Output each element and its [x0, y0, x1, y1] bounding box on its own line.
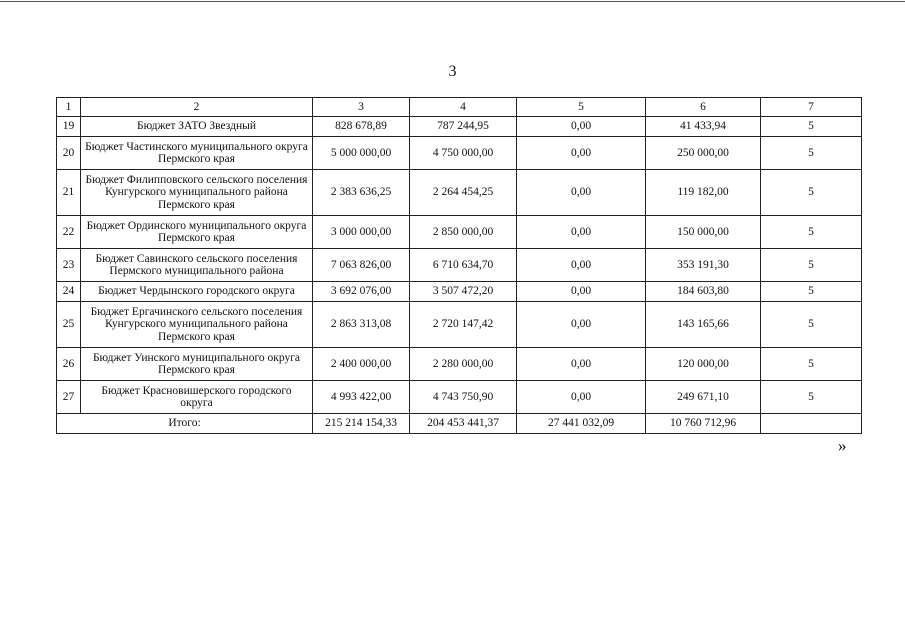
col4-value-cell: 2 720 147,42: [410, 302, 517, 348]
budget-name-cell: Бюджет Савинского сельского поселения Пермского муниципального района: [81, 249, 313, 282]
col3-value-cell: 2 383 636,25: [313, 170, 410, 216]
col6-value-cell: 184 603,80: [646, 282, 761, 302]
col3-value-cell: 2 400 000,00: [313, 348, 410, 381]
header-cell: 4: [410, 98, 517, 117]
col4-value-cell: 4 750 000,00: [410, 137, 517, 170]
table-row: [57, 117, 862, 137]
budget-name-cell: Бюджет Чердынского городского округа: [81, 282, 313, 302]
scan-edge-line: [0, 1, 905, 2]
col3-value-cell: 5 000 000,00: [313, 137, 410, 170]
col5-value-cell: 0,00: [517, 170, 646, 216]
col5-value-cell: 0,00: [517, 216, 646, 249]
col3-value-cell: 4 993 422,00: [313, 381, 410, 414]
header-cell: 7: [761, 98, 862, 117]
row-number-cell: 24: [57, 282, 81, 302]
col6-value-cell: 150 000,00: [646, 216, 761, 249]
table-row: [57, 137, 862, 170]
budget-name-cell: Бюджет Ергачинского сельского поселения Кунгурского муниципального района Пермского края: [81, 302, 313, 348]
table-row: [57, 249, 862, 282]
col3-value-cell: 828 678,89: [313, 117, 410, 137]
col3-value-cell: 3 000 000,00: [313, 216, 410, 249]
row-number-cell: 26: [57, 348, 81, 381]
total-c3-cell: 215 214 154,33: [313, 414, 410, 434]
table-row: [57, 170, 862, 216]
col4-value-cell: 2 264 454,25: [410, 170, 517, 216]
col7-value-cell: 5: [761, 302, 862, 348]
page-number: 3: [448, 63, 457, 80]
col6-value-cell: 41 433,94: [646, 117, 761, 137]
total-c4-cell: 204 453 441,37: [410, 414, 517, 434]
col6-value-cell: 353 191,30: [646, 249, 761, 282]
col6-value-cell: 143 165,66: [646, 302, 761, 348]
col5-value-cell: 0,00: [517, 137, 646, 170]
col5-value-cell: 0,00: [517, 302, 646, 348]
row-number-cell: 21: [57, 170, 81, 216]
table-row: [57, 348, 862, 381]
col7-value-cell: 5: [761, 249, 862, 282]
col7-value-cell: 5: [761, 216, 862, 249]
total-label-cell: Итого:: [57, 414, 313, 434]
col5-value-cell: 0,00: [517, 381, 646, 414]
total-c6-cell: 10 760 712,96: [646, 414, 761, 434]
row-number-cell: 25: [57, 302, 81, 348]
col7-value-cell: 5: [761, 381, 862, 414]
col6-value-cell: 119 182,00: [646, 170, 761, 216]
col6-value-cell: 120 000,00: [646, 348, 761, 381]
header-cell: 3: [313, 98, 410, 117]
total-c7-cell: [761, 414, 862, 434]
budget-table: [56, 97, 862, 434]
table-header-row: [57, 98, 862, 117]
col4-value-cell: 6 710 634,70: [410, 249, 517, 282]
col7-value-cell: 5: [761, 348, 862, 381]
col6-value-cell: 250 000,00: [646, 137, 761, 170]
row-number-cell: 22: [57, 216, 81, 249]
total-row: [57, 414, 862, 434]
table-row: [57, 381, 862, 414]
col3-value-cell: 3 692 076,00: [313, 282, 410, 302]
col3-value-cell: 7 063 826,00: [313, 249, 410, 282]
col4-value-cell: 787 244,95: [410, 117, 517, 137]
budget-name-cell: Бюджет Частинского муниципального округа Пермского края: [81, 137, 313, 170]
row-number-cell: 19: [57, 117, 81, 137]
col5-value-cell: 0,00: [517, 282, 646, 302]
col4-value-cell: 2 850 000,00: [410, 216, 517, 249]
budget-name-cell: Бюджет Уинского муниципального округа Пермского края: [81, 348, 313, 381]
col7-value-cell: 5: [761, 170, 862, 216]
budget-name-cell: Бюджет Красновишерского городского округа: [81, 381, 313, 414]
budget-name-cell: Бюджет ЗАТО Звездный: [81, 117, 313, 137]
header-cell: 6: [646, 98, 761, 117]
col4-value-cell: 2 280 000,00: [410, 348, 517, 381]
col3-value-cell: 2 863 313,08: [313, 302, 410, 348]
col5-value-cell: 0,00: [517, 249, 646, 282]
row-number-cell: 23: [57, 249, 81, 282]
closing-quote-mark: »: [838, 436, 847, 455]
header-cell: 1: [57, 98, 81, 117]
header-cell: 5: [517, 98, 646, 117]
header-cell: 2: [81, 98, 313, 117]
col7-value-cell: 5: [761, 117, 862, 137]
row-number-cell: 20: [57, 137, 81, 170]
table-row: [57, 282, 862, 302]
col6-value-cell: 249 671,10: [646, 381, 761, 414]
col4-value-cell: 3 507 472,20: [410, 282, 517, 302]
col4-value-cell: 4 743 750,90: [410, 381, 517, 414]
col5-value-cell: 0,00: [517, 348, 646, 381]
budget-name-cell: Бюджет Филипповского сельского поселения Кунгурского муниципального района Пермского края: [81, 170, 313, 216]
table-row: [57, 302, 862, 348]
col7-value-cell: 5: [761, 282, 862, 302]
total-c5-cell: 27 441 032,09: [517, 414, 646, 434]
col5-value-cell: 0,00: [517, 117, 646, 137]
col7-value-cell: 5: [761, 137, 862, 170]
row-number-cell: 27: [57, 381, 81, 414]
budget-name-cell: Бюджет Ординского муниципального округа Пермского края: [81, 216, 313, 249]
table-row: [57, 216, 862, 249]
